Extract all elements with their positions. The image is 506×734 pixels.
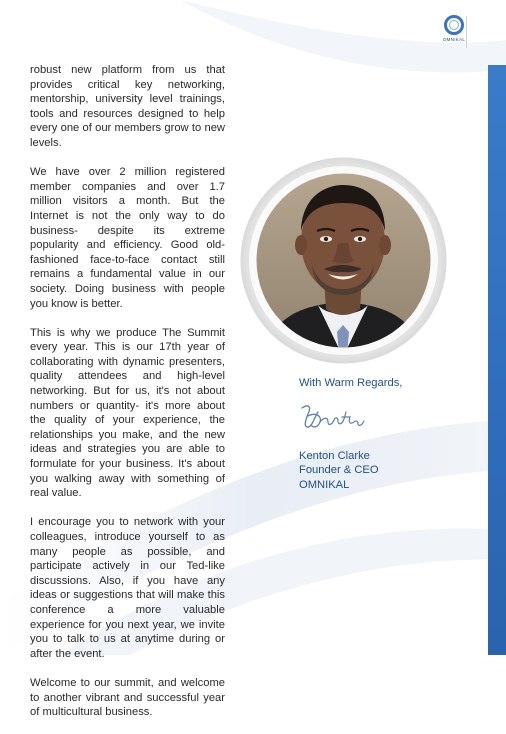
letter-paragraph: I encourage you to network with your colleagues, introduce yourself to as many people as possible, and participate actively in our Ted-like discussions. Also, if you have any ideas or suggestions that will make this conference a more valuable experience for you next year, we invite you to talk to us at anytime during or after the event. <box>30 516 225 660</box>
side-accent-bar <box>488 65 506 655</box>
signer-block <box>299 449 479 492</box>
brand-name: OMNIKAL <box>442 37 466 42</box>
letter-paragraph: This is why we produce The Summit every year. This is our 17th year of collaborating with dynamic presenters, quality attendees and high-level networking. But for us, it's not about numbers or quantity- it's more about the quality of your experience, the relationships you make, and the new ideas and strategies you are able to formulate for your business. It's about you walking away with something of real value. <box>30 326 225 500</box>
ceo-portrait <box>240 157 447 364</box>
handwritten-signature-icon <box>298 400 368 434</box>
letter-body <box>30 63 225 734</box>
letter-closing: With Warm Regards, <box>299 377 403 389</box>
omnikal-ring-logo-icon <box>443 14 465 36</box>
letter-paragraph: Welcome to our summit, and welcome to another vibrant and successful year of multicultural business. <box>30 676 225 719</box>
signer-name: Kenton Clarke <box>299 450 370 462</box>
letter-paragraph: We have over 2 million registered member companies and over 1.7 million visitors a month. But the Internet is not the only way to do business- despite its extreme popularity and efficiency. Good old-fashioned face-to-face contact still remains a fundamental value in our society. Doing business with people you know is better. <box>30 166 225 310</box>
signer-company: OMNIKAL <box>299 478 350 491</box>
signer-title: Founder & CEO <box>299 464 379 477</box>
omnikal-logo <box>437 14 471 50</box>
letter-paragraph: robust new platform from us that provides critical key networking, mentorship, university level trainings, tools and resources designed to help every one of our members grow to new levels. <box>30 64 225 149</box>
